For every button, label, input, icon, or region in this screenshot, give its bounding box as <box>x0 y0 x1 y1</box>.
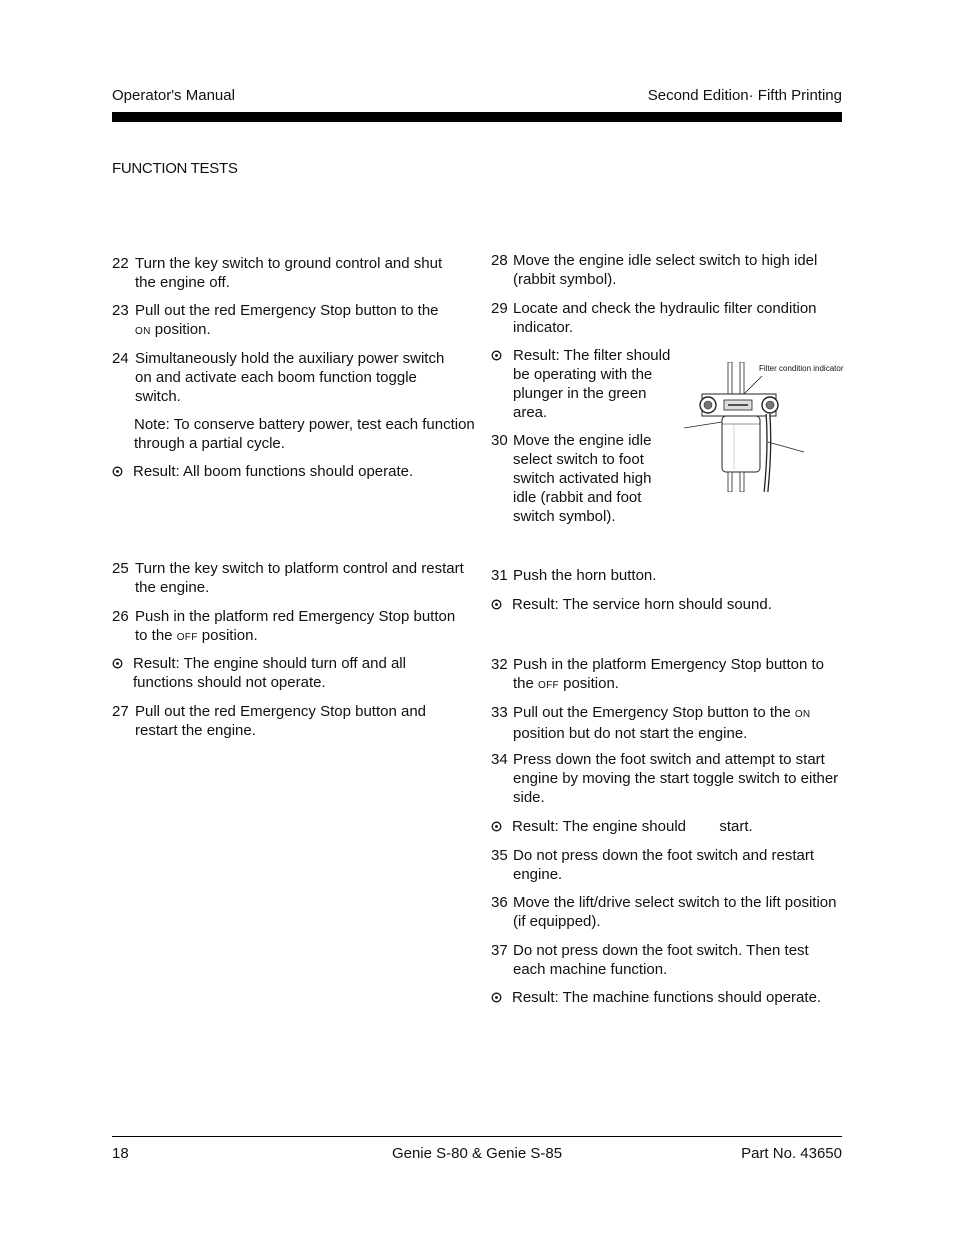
result-check-icon <box>491 595 506 615</box>
step-number: 23 <box>112 302 129 319</box>
step-35 <box>491 846 841 884</box>
hydraulic-filter-icon <box>684 362 844 492</box>
result-check-icon <box>112 462 127 482</box>
step-text: Locate and check the hydraulic filter condition indicator. <box>513 300 817 336</box>
step-number: 35 <box>491 847 508 864</box>
result-text: Result: The filter should be operating with the plunger in the green area. <box>513 347 671 421</box>
small-caps-term: ON <box>794 709 811 720</box>
step-30 <box>491 431 676 526</box>
step-37 <box>491 941 841 979</box>
step-26 <box>112 607 464 647</box>
step-text: Do not press down the foot switch. Then test each machine function. <box>513 942 809 978</box>
page-number: 18 <box>112 1145 129 1162</box>
step-33 <box>491 703 841 743</box>
result-29 <box>491 346 676 422</box>
step-number: 25 <box>112 560 129 577</box>
step-34 <box>491 750 841 807</box>
result-text: Result: The service horn should sound. <box>512 596 772 613</box>
step-number: 30 <box>491 432 508 449</box>
step-23 <box>112 301 464 341</box>
step-31 <box>491 566 841 585</box>
step-number: 33 <box>491 704 508 721</box>
result-text: Result: The engine should turn off and all functions should not operate. <box>133 655 406 691</box>
step-text <box>112 607 464 647</box>
step-text-part: Push in the platform red Emergency Stop button to the <box>135 608 456 644</box>
step-number: 22 <box>112 255 129 272</box>
footer-rule <box>112 1136 842 1137</box>
step-36 <box>491 893 841 931</box>
step-text: Move the engine idle select switch to foot switch activated high idle (rabbit and foot switch symbol). <box>513 432 652 525</box>
step-text-part: Push in the platform Emergency Stop button to the <box>513 656 825 692</box>
step-text: Turn the key switch to platform control and restart the engine. <box>135 560 464 596</box>
result-text: Result: The engine should start. <box>512 818 753 835</box>
step-text-part: position but do not start the engine. <box>513 725 748 742</box>
step-text <box>112 301 464 341</box>
step-number: 37 <box>491 942 508 959</box>
step-28 <box>491 251 841 289</box>
step-24 <box>112 349 464 406</box>
step-text: Move the lift/drive select switch to the lift position (if equipped). <box>513 894 837 930</box>
step-text: Pull out the red Emergency Stop button and restart the engine. <box>135 703 427 739</box>
step-number: 27 <box>112 703 129 720</box>
step-text-part: Pull out the Emergency Stop button to the <box>513 704 795 721</box>
step-text: Press down the foot switch and attempt to start engine by moving the start toggle switch to either side. <box>513 751 839 806</box>
result-31 <box>491 595 841 614</box>
figure-label: Filter condition indicator <box>759 364 844 373</box>
step-text: Do not press down the foot switch and restart engine. <box>513 847 814 883</box>
step-32 <box>491 655 841 695</box>
step-22 <box>112 254 464 292</box>
footer-part-number: Part No. 43650 <box>741 1145 842 1162</box>
step-29 <box>491 299 841 337</box>
result-34 <box>491 817 841 836</box>
header-rule <box>112 112 842 122</box>
step-text: Push the horn button. <box>513 567 657 584</box>
footer-model: Genie S-80 & Genie S-85 <box>391 1145 563 1162</box>
step-text-part: position. <box>197 627 258 644</box>
result-check-icon <box>491 346 506 366</box>
header-edition: Second Edition· Fifth Printing <box>647 87 842 104</box>
section-title: FUNCTION TESTS <box>112 160 238 177</box>
result-text: Result: The machine functions should operate. <box>512 989 822 1006</box>
small-caps-term: ON <box>135 326 151 337</box>
step-text <box>491 655 841 695</box>
step-27 <box>112 702 464 740</box>
result-text: Result: All boom functions should operate. <box>133 463 414 480</box>
result-26 <box>112 654 464 692</box>
step-text: Move the engine idle select switch to high idel (rabbit symbol). <box>513 252 818 288</box>
step-number: 31 <box>491 567 508 584</box>
step-text: Simultaneously hold the auxiliary power switch on and activate each boom function toggle switch. <box>135 350 445 405</box>
small-caps-term: OFF <box>176 632 198 643</box>
result-24 <box>112 462 464 481</box>
step-text-part: position. <box>558 675 619 692</box>
header-manual-title: Operator's Manual <box>112 87 235 104</box>
step-number: 36 <box>491 894 508 911</box>
step-number: 28 <box>491 252 508 269</box>
result-check-icon <box>491 817 506 837</box>
step-text-part: Pull out the red Emergency Stop button to the <box>135 302 439 319</box>
result-check-icon <box>491 988 506 1008</box>
step-text-part: position. <box>150 321 211 338</box>
step-25 <box>112 559 464 597</box>
step-number: 32 <box>491 656 508 673</box>
step-text <box>491 703 841 743</box>
hydraulic-filter-figure <box>684 362 844 492</box>
result-check-icon <box>112 654 127 674</box>
step-text: Turn the key switch to ground control and shut the engine off. <box>135 255 443 291</box>
small-caps-term: OFF <box>538 680 559 691</box>
step-number: 29 <box>491 300 508 317</box>
step-number: 34 <box>491 751 508 768</box>
step-number: 24 <box>112 350 129 367</box>
note-24: Note: To conserve battery power, test each function through a partial cycle. <box>134 416 475 452</box>
result-37 <box>491 988 841 1007</box>
step-number: 26 <box>112 608 129 625</box>
